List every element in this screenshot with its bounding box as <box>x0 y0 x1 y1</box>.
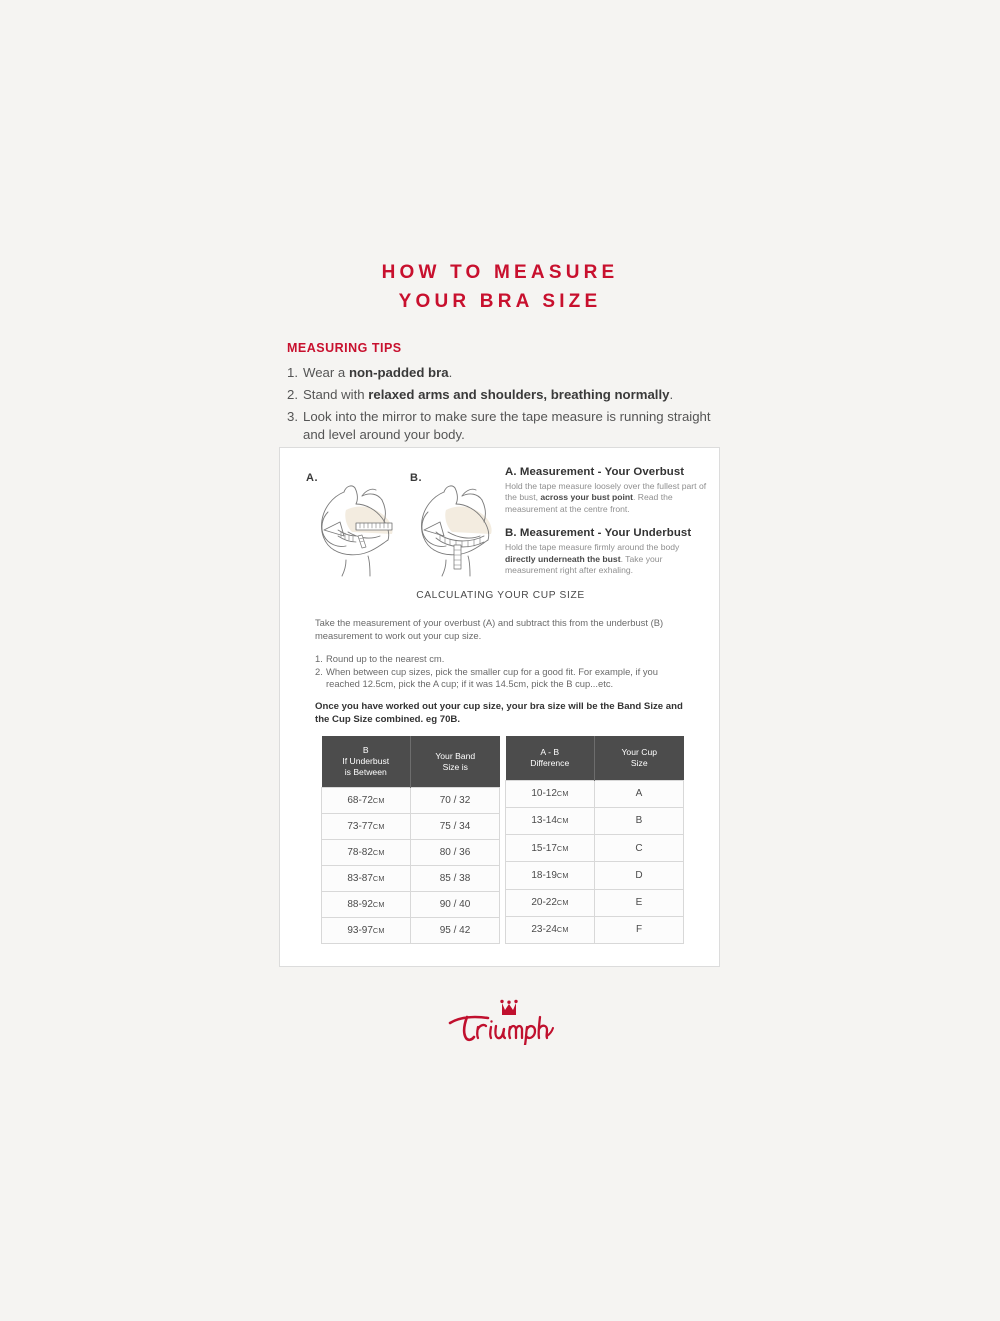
measuring-tips-list <box>287 364 717 444</box>
page-title-line-1: HOW TO MEASURE <box>381 262 619 283</box>
unit: CM <box>556 870 569 880</box>
cell-band-size: 95 / 42 <box>411 918 500 944</box>
measurement-title-underbust: B. Measurement - Your Underbust <box>505 527 692 540</box>
unit: CM <box>372 848 385 857</box>
tip-text-pre: Wear a <box>303 365 349 380</box>
cell-underbust-range <box>322 918 411 944</box>
calculating-intro: Take the measurement of your overbust (A) and subtract this from the underbust (B) measurement to work out your cup size. <box>315 617 664 641</box>
crown-icon <box>500 1000 517 1015</box>
cell-cup-size: D <box>595 862 684 889</box>
cell-difference-range <box>506 916 595 943</box>
header-line: Difference <box>530 757 570 768</box>
unit: CM <box>372 874 385 883</box>
calculating-cup-size-section <box>280 590 721 727</box>
band-table-body <box>322 788 500 944</box>
table-row <box>506 807 684 834</box>
illustration-row <box>280 466 721 586</box>
column-header-difference <box>506 736 595 780</box>
size-tables <box>321 736 684 944</box>
table-row <box>322 918 500 944</box>
figure-label-a: A. <box>306 472 318 484</box>
cell-cup-size: B <box>595 807 684 834</box>
unit: CM <box>556 843 569 853</box>
measurement-text-pre: Hold the tape measure loosely over the fullest part of the bust, <box>505 481 707 503</box>
calculating-step-item <box>315 666 686 691</box>
cell-band-size: 90 / 40 <box>411 892 500 918</box>
measurement-body-underbust <box>505 542 710 576</box>
measurement-text-pre: Hold the tape measure firmly around the body <box>505 542 680 553</box>
measurement-text-bold: directly underneath the bust <box>505 553 621 564</box>
unit: CM <box>372 822 385 831</box>
header-line: Your Cup <box>621 746 658 757</box>
cell-difference-range <box>506 780 595 807</box>
tip-text-pre: Stand with <box>303 387 369 402</box>
unit: CM <box>556 925 569 935</box>
step-number: 2. <box>315 665 323 677</box>
measurement-text-bold: across your bust point <box>540 492 633 503</box>
cell-difference-range <box>506 807 595 834</box>
calculating-conclusion: Once you have worked out your cup size, your bra size will be the Band Size and the Cup Size combined. eg 70B. <box>315 701 683 726</box>
value: 73-77 <box>347 821 373 832</box>
header-line: B <box>362 745 369 755</box>
measurement-descriptions <box>505 466 710 588</box>
cell-difference-range <box>506 862 595 889</box>
torso-diagram-icon <box>300 470 500 582</box>
column-header-underbust <box>322 736 411 788</box>
cell-band-size: 75 / 34 <box>411 814 500 840</box>
measuring-tips-section <box>287 341 717 448</box>
unit: CM <box>372 796 385 805</box>
header-line: A - B <box>540 746 560 757</box>
tip-number: 1. <box>287 365 298 380</box>
cup-table-body <box>506 780 684 944</box>
band-size-table <box>321 736 500 944</box>
cell-difference-range <box>506 835 595 862</box>
cup-size-table <box>505 736 684 944</box>
cell-band-size: 70 / 32 <box>411 788 500 814</box>
table-row <box>506 835 684 862</box>
page-title-line-2: YOUR BRA SIZE <box>398 291 602 312</box>
page-title <box>0 258 1000 316</box>
tip-text-pre: Look into the mirror to make sure the tape measure is running straight and level around your body. <box>303 409 711 442</box>
table-row <box>322 788 500 814</box>
triumph-logo-icon <box>440 993 560 1045</box>
table-row <box>322 866 500 892</box>
value: 93-97 <box>347 925 373 936</box>
value: 13-14 <box>531 815 557 827</box>
cell-underbust-range <box>322 892 411 918</box>
table-row <box>506 916 684 943</box>
column-header-band-size <box>411 736 500 788</box>
calculating-steps-list <box>315 653 686 690</box>
column-header-cup-size <box>595 736 684 780</box>
measuring-tip-item <box>287 386 717 404</box>
header-line: Your Band <box>435 750 476 761</box>
unit: CM <box>372 926 385 935</box>
step-text: Round up to the nearest cm. <box>326 653 445 665</box>
tip-text-post: . <box>448 365 453 380</box>
unit: CM <box>556 789 569 799</box>
cell-underbust-range <box>322 840 411 866</box>
header-line: is Between <box>344 767 387 777</box>
cell-band-size: 80 / 36 <box>411 840 500 866</box>
brand-logo <box>0 993 1000 1050</box>
measurement-title-overbust: A. Measurement - Your Overbust <box>505 466 685 478</box>
step-text: When between cup sizes, pick the smaller cup for a good fit. For example, if you reached 12.5cm, pick the A cup; if it was 14.5cm, pick the B cup...etc. <box>326 665 658 689</box>
value: 20-22 <box>531 897 557 909</box>
value: 78-82 <box>347 847 373 858</box>
cell-band-size: 85 / 38 <box>411 866 500 892</box>
unit: CM <box>372 900 385 909</box>
value: 88-92 <box>347 899 373 910</box>
measurement-guide-card <box>279 447 720 967</box>
header-line: Size <box>630 757 648 768</box>
measurement-body-overbust <box>505 481 710 515</box>
figure-label-b: B. <box>410 472 422 484</box>
unit: CM <box>556 816 569 826</box>
step-number: 1. <box>315 653 323 665</box>
measurement-illustration <box>300 470 500 582</box>
tip-number: 2. <box>287 387 298 402</box>
cell-underbust-range <box>322 788 411 814</box>
tip-text-bold: non-padded bra <box>348 365 449 380</box>
table-row <box>322 814 500 840</box>
table-row <box>506 780 684 807</box>
table-row <box>506 889 684 916</box>
value: 18-19 <box>531 869 557 881</box>
value: 68-72 <box>347 795 373 806</box>
value: 10-12 <box>531 788 557 800</box>
table-row <box>506 862 684 889</box>
table-header-row <box>322 736 500 788</box>
measuring-tip-item <box>287 408 717 444</box>
tip-text-post: . <box>669 387 674 402</box>
cell-cup-size: A <box>595 780 684 807</box>
value: 83-87 <box>347 873 373 884</box>
cell-cup-size: E <box>595 889 684 916</box>
cell-cup-size: C <box>595 835 684 862</box>
value: 23-24 <box>531 924 557 936</box>
value: 15-17 <box>531 842 557 854</box>
header-line: If Underbust <box>342 756 390 766</box>
cell-underbust-range <box>322 814 411 840</box>
unit: CM <box>556 898 569 908</box>
tip-text-bold: relaxed arms and shoulders, breathing normally <box>368 387 670 402</box>
table-row <box>322 892 500 918</box>
measurement-text-post: . Take your measurement right after exhaling. <box>505 553 663 576</box>
measuring-tip-item <box>287 364 717 382</box>
table-row <box>322 840 500 866</box>
measuring-tips-heading: MEASURING TIPS <box>287 341 402 355</box>
measurement-block-overbust <box>505 466 710 515</box>
tip-number: 3. <box>287 409 298 424</box>
calculating-heading: CALCULATING YOUR CUP SIZE <box>416 590 585 601</box>
cell-cup-size: F <box>595 916 684 943</box>
cell-difference-range <box>506 889 595 916</box>
cell-underbust-range <box>322 866 411 892</box>
calculating-step-item <box>315 653 686 665</box>
header-line: Size is <box>442 761 468 772</box>
table-header-row <box>506 736 684 780</box>
measurement-block-underbust <box>505 527 710 576</box>
measurement-text-post: . Read the measurement at the centre front. <box>505 492 673 514</box>
